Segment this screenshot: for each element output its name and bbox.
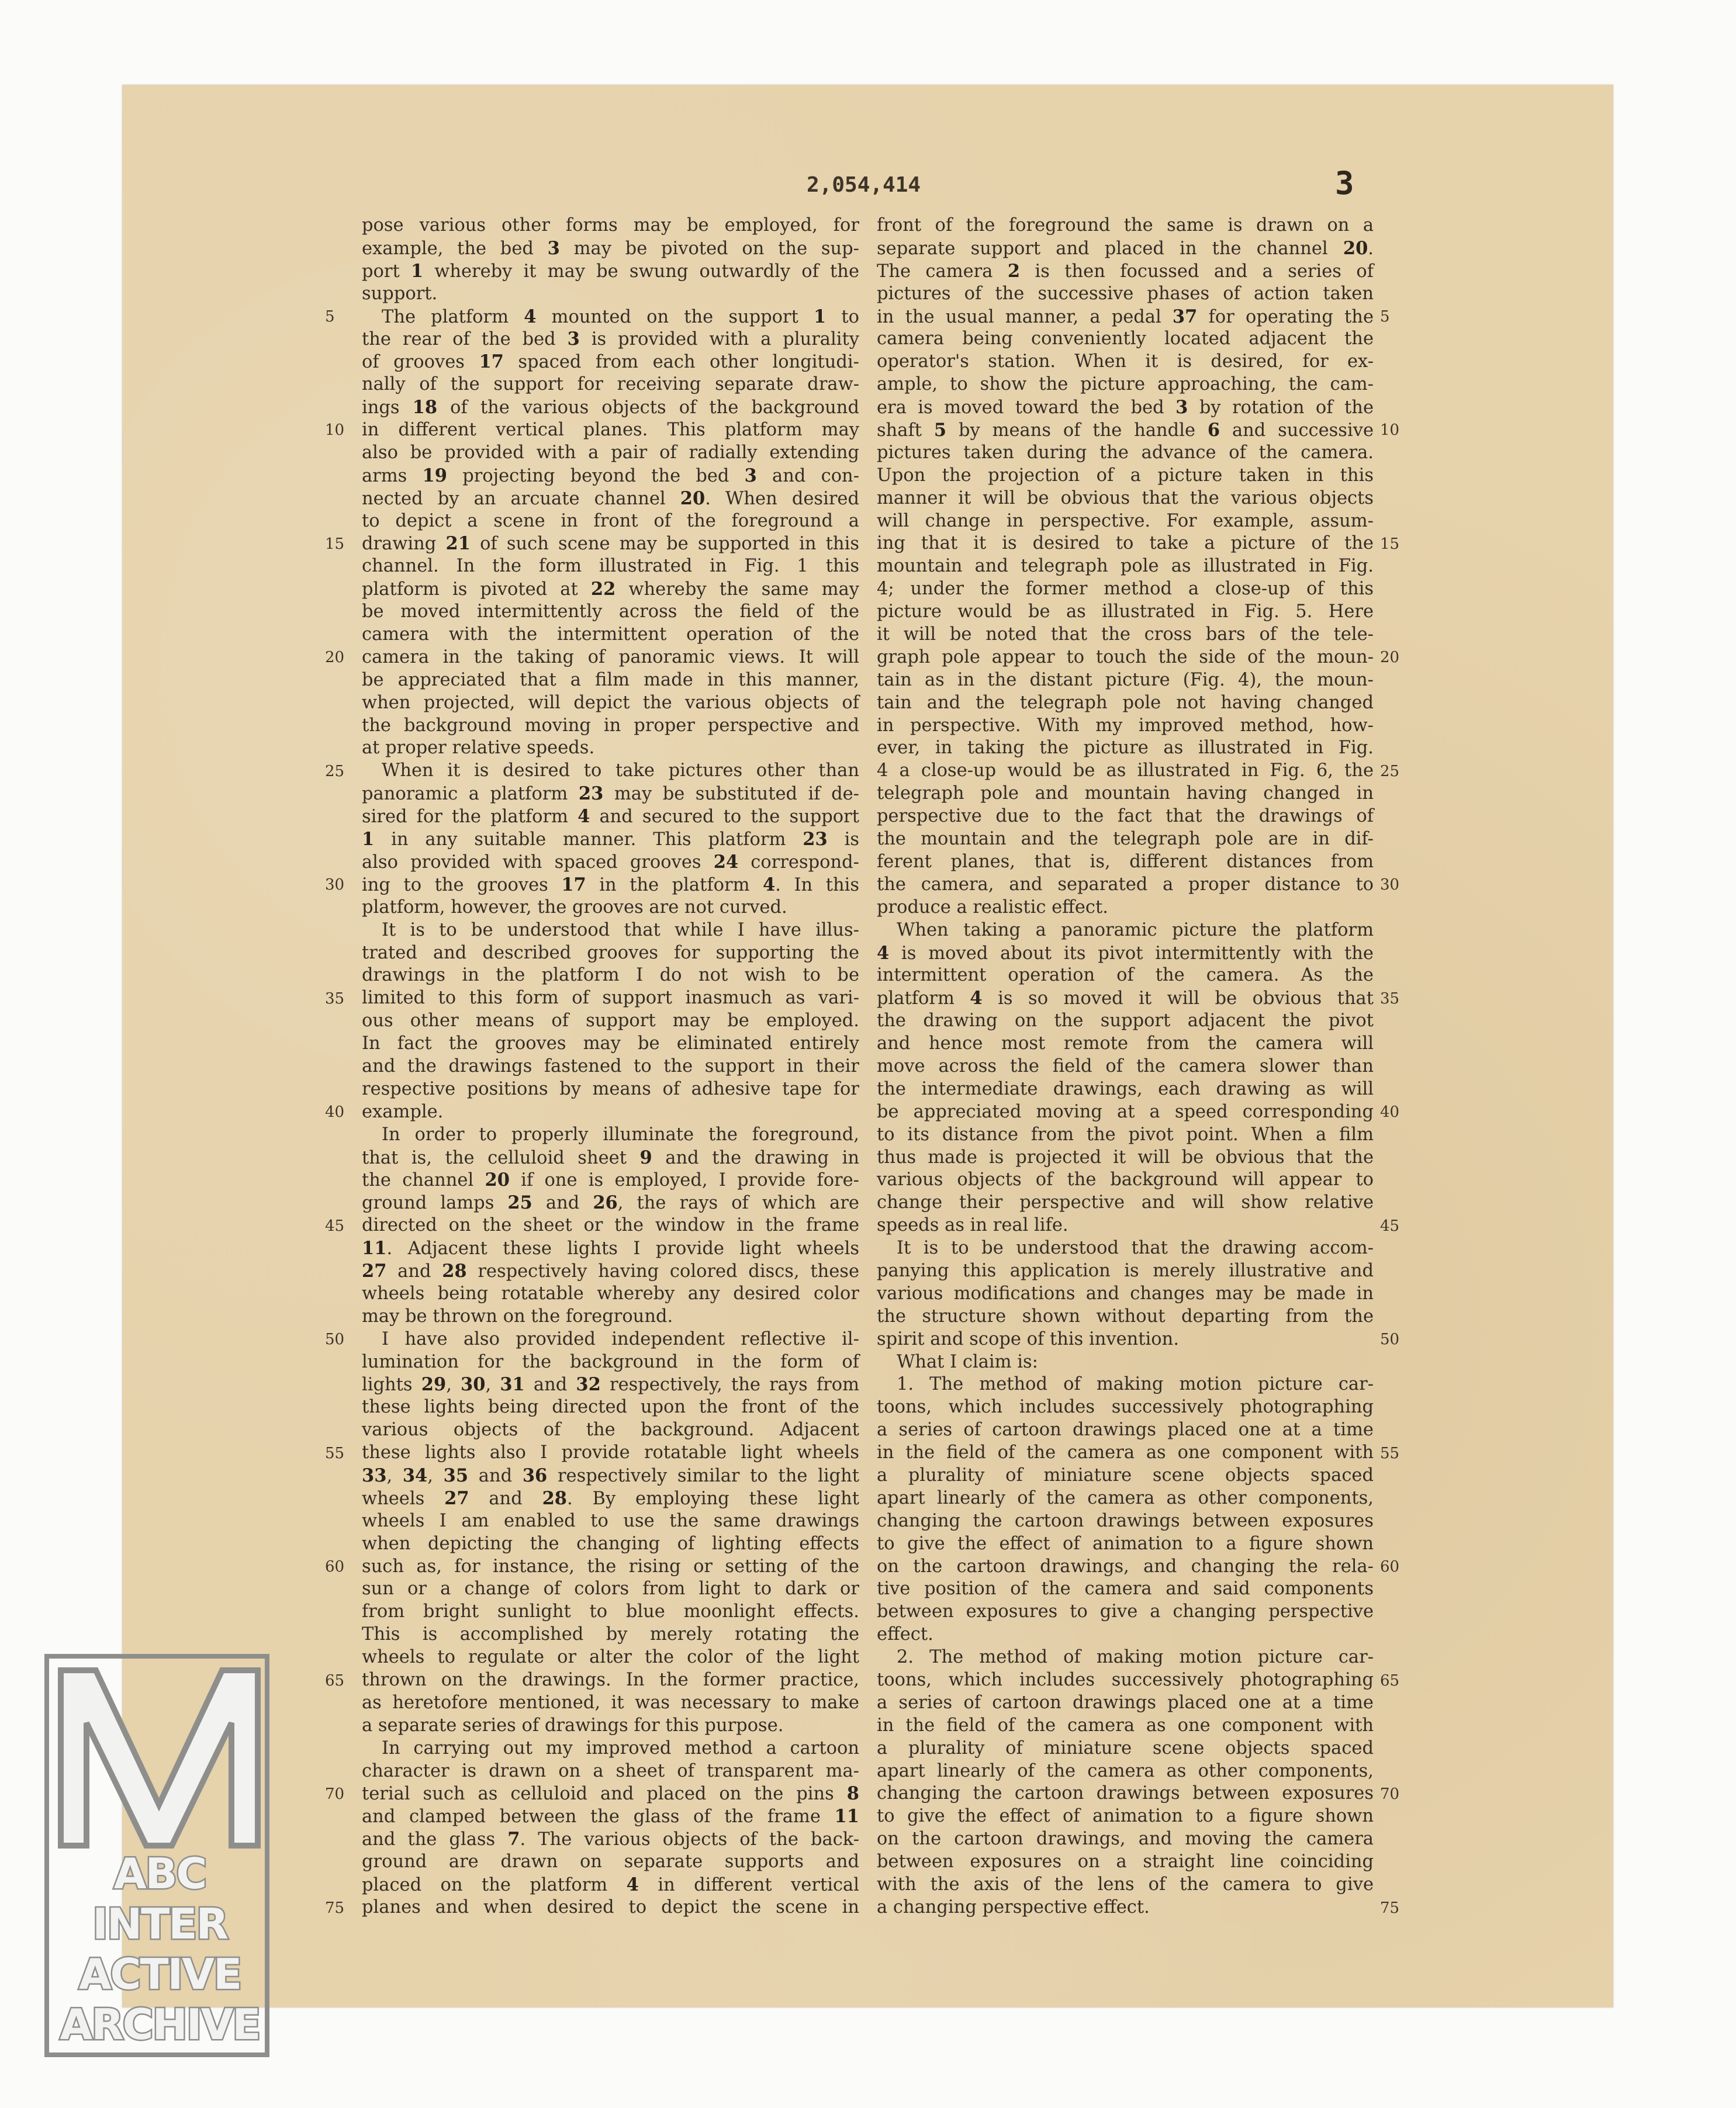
text-line: on the cartoon drawings, and changing the rela-: [877, 1556, 1374, 1577]
patent-number: 2,054,414: [807, 173, 921, 197]
text-line: of grooves 17 spaced from each other longitudi-: [362, 351, 859, 373]
logo-word-inter: INTER: [92, 1899, 227, 1948]
line-number: 25: [1380, 762, 1400, 780]
text-line: ground lamps 25 and 26, the rays of which are: [362, 1192, 859, 1214]
text-line: trated and described grooves for supporting the: [362, 942, 859, 963]
text-line: 4; under the former method a close-up of this: [877, 579, 1374, 600]
text-line: ground are drawn on separate supports and: [362, 1851, 859, 1872]
text-line: speeds as in real life.: [877, 1215, 1068, 1236]
text-line: be moved intermittently across the field of the: [362, 601, 859, 622]
text-line: to give the effect of animation to a figure shown: [877, 1533, 1374, 1554]
text-line: terial such as celluloid and placed on the pins 8: [362, 1783, 859, 1805]
text-line: from bright sunlight to blue moonlight effects.: [362, 1601, 859, 1622]
text-line: with the axis of the lens of the camera to give: [877, 1874, 1374, 1895]
text-line: changing the cartoon drawings between exposures: [877, 1783, 1374, 1804]
text-line: The camera 2 is then focussed and a series of: [877, 260, 1374, 282]
line-number: 15: [1380, 535, 1400, 553]
line-number: 75: [325, 1899, 345, 1917]
text-line: the structure shown without departing from the: [877, 1306, 1374, 1327]
text-line: the camera, and separated a proper distance to: [877, 874, 1374, 895]
line-number: 45: [325, 1217, 345, 1235]
line-number: 30: [325, 876, 345, 894]
text-line: operator's station. When it is desired, for ex-: [877, 351, 1374, 372]
text-line: be appreciated moving at a speed corresponding: [877, 1101, 1374, 1122]
text-line: separate support and placed in the channel 20.: [877, 237, 1374, 259]
text-line: at proper relative speeds.: [362, 738, 595, 759]
text-line: 1 in any suitable manner. This platform 23 is: [362, 829, 859, 850]
text-line: when depicting the changing of lighting effects: [362, 1533, 859, 1554]
text-line: support.: [362, 283, 438, 304]
text-line: will change in perspective. For example, assum-: [877, 510, 1374, 531]
line-number: 15: [325, 535, 345, 553]
text-line: apart linearly of the camera as other components,: [877, 1760, 1374, 1781]
text-line: and clamped between the glass of the frame 11: [362, 1806, 859, 1827]
text-line: example, the bed 3 may be pivoted on the sup-: [362, 237, 859, 259]
text-line: era is moved toward the bed 3 by rotation of the: [877, 397, 1374, 418]
logo-word-active: ACTIVE: [78, 1950, 241, 1999]
text-line: 11. Adjacent these lights I provide light wheels: [362, 1238, 859, 1259]
text-line: thrown on the drawings. In the former practice,: [362, 1670, 859, 1690]
text-line: when projected, will depict the various objects of: [362, 692, 859, 713]
text-line: mountain and telegraph pole as illustrated in Fig.: [877, 556, 1374, 577]
text-line: tain and the telegraph pole not having changed: [877, 692, 1374, 713]
text-line: may be thrown on the foreground.: [362, 1306, 673, 1327]
text-line: between exposures on a straight line coinciding: [877, 1851, 1374, 1872]
text-line: that is, the celluloid sheet 9 and the drawing in: [362, 1147, 859, 1168]
line-number: 55: [325, 1444, 345, 1462]
line-number: 75: [1380, 1899, 1400, 1917]
text-line: thus made is projected it will be obvious that the: [877, 1147, 1374, 1168]
text-line: the intermediate drawings, each drawing as will: [877, 1078, 1374, 1099]
text-line: I have also provided independent reflective il-: [382, 1328, 859, 1349]
text-line: ing that it is desired to take a picture of the: [877, 533, 1374, 554]
text-line: and hence most remote from the camera will: [877, 1033, 1374, 1054]
text-line: apart linearly of the camera as other components,: [877, 1487, 1374, 1508]
text-line: drawings in the platform I do not wish to be: [362, 965, 859, 986]
text-line: changing the cartoon drawings between exposures: [877, 1510, 1374, 1531]
text-line: various objects of the background. Adjacent: [362, 1420, 859, 1441]
text-line: various modifications and changes may be made in: [877, 1283, 1374, 1304]
text-line: sun or a change of colors from light to dark or: [362, 1579, 859, 1600]
text-line: nected by an arcuate channel 20. When desired: [362, 487, 859, 509]
text-line: and the drawings fastened to the support in their: [362, 1055, 859, 1077]
text-line: it will be noted that the cross bars of the tele-: [877, 624, 1374, 645]
line-number: 10: [1380, 421, 1400, 439]
text-line: When it is desired to take pictures other than: [382, 760, 859, 781]
line-number: 30: [1380, 876, 1400, 894]
text-line: a series of cartoon drawings placed one at a time: [877, 1420, 1374, 1441]
line-number: 70: [1380, 1785, 1400, 1804]
text-line: spirit and scope of this invention.: [877, 1328, 1180, 1349]
text-line: pictures of the successive phases of action taken: [877, 283, 1374, 304]
text-line: 1. The method of making motion picture car-: [897, 1374, 1374, 1395]
line-number: 45: [1380, 1217, 1400, 1235]
text-line: telegraph pole and mountain having changed in: [877, 783, 1374, 804]
line-number: 5: [1380, 307, 1390, 326]
text-line: 4 a close-up would be as illustrated in Fig. 6, the: [877, 760, 1374, 781]
left-text-column: [362, 214, 859, 1919]
text-line: panoramic a platform 23 may be substituted if de-: [362, 783, 859, 805]
line-number: 5: [325, 307, 335, 326]
text-line: tain as in the distant picture (Fig. 4), the moun-: [877, 669, 1374, 690]
text-line: respective positions by means of adhesive tape for: [362, 1078, 859, 1099]
text-line: on the cartoon drawings, and moving the camera: [877, 1829, 1374, 1850]
line-number: 60: [325, 1558, 345, 1576]
line-number: 35: [1380, 989, 1400, 1008]
text-line: 27 and 28 respectively having colored discs, these: [362, 1260, 859, 1282]
text-line: the mountain and the telegraph pole are in dif-: [877, 829, 1374, 850]
text-line: pictures taken during the advance of the camera.: [877, 442, 1374, 463]
text-line: The platform 4 mounted on the support 1 to: [382, 306, 859, 327]
text-line: camera in the taking of panoramic views. It will: [362, 646, 859, 667]
text-line: example.: [362, 1101, 444, 1122]
line-number: 50: [325, 1331, 345, 1349]
text-line: camera with the intermittent operation of the: [362, 624, 859, 645]
text-line: tive position of the camera and said components: [877, 1579, 1374, 1600]
text-line: When taking a panoramic picture the platform: [897, 919, 1374, 940]
text-line: lumination for the background in the form of: [362, 1351, 859, 1372]
text-line: toons, which includes successively photographing: [877, 1397, 1374, 1418]
text-line: ings 18 of the various objects of the background: [362, 397, 859, 418]
line-number: 35: [325, 989, 345, 1008]
line-number: 20: [1380, 649, 1400, 667]
text-line: pose various other forms may be employed, for: [362, 215, 859, 236]
text-line: It is to be understood that while I have illus-: [382, 919, 859, 940]
text-line: perspective due to the fact that the drawings of: [877, 806, 1374, 827]
text-line: nally of the support for receiving separate draw-: [362, 374, 859, 395]
text-line: various objects of the background will appear to: [877, 1169, 1374, 1190]
text-line: the drawing on the support adjacent the pivot: [877, 1010, 1374, 1031]
line-number: 65: [1380, 1671, 1400, 1690]
text-line: ous other means of support may be employed.: [362, 1010, 859, 1031]
text-line: lights 29, 30, 31 and 32 respectively, the rays from: [362, 1374, 860, 1396]
text-line: ever, in taking the picture as illustrated in Fig.: [877, 738, 1374, 759]
line-number: 50: [1380, 1331, 1400, 1349]
text-line: move across the field of the camera slower than: [877, 1055, 1374, 1077]
line-number: 10: [325, 421, 345, 439]
text-line: ing to the grooves 17 in the platform 4. In this: [362, 874, 859, 895]
text-line: toons, which includes successively photographing: [877, 1670, 1374, 1690]
text-line: What I claim is:: [897, 1351, 1038, 1372]
text-line: and the glass 7. The various objects of the back-: [362, 1829, 859, 1850]
text-line: a changing perspective effect.: [877, 1896, 1150, 1917]
text-line: channel. In the form illustrated in Fig. 1 this: [362, 556, 859, 577]
text-line: It is to be understood that the drawing accom-: [897, 1238, 1374, 1259]
text-line: manner it will be obvious that the various objects: [877, 487, 1374, 508]
text-line: In carrying out my improved method a cartoon: [382, 1737, 859, 1759]
text-line: also be provided with a pair of radially extending: [362, 442, 859, 463]
text-line: sired for the platform 4 and secured to the support: [362, 806, 859, 828]
text-line: intermittent operation of the camera. As the: [877, 965, 1374, 986]
right-text-column: [877, 214, 1374, 1919]
line-number: 55: [1380, 1444, 1400, 1462]
text-line: in perspective. With my improved method, how-: [877, 715, 1374, 736]
text-line: panying this application is merely illustrative and: [877, 1260, 1374, 1281]
line-number: 40: [1380, 1103, 1400, 1122]
line-number: 60: [1380, 1558, 1400, 1576]
text-line: the background moving in proper perspective and: [362, 715, 859, 736]
text-line: planes and when desired to depict the scene in: [362, 1896, 859, 1917]
text-line: drawing 21 of such scene may be supported in this: [362, 533, 859, 555]
text-line: platform, however, the grooves are not curved.: [362, 896, 787, 918]
text-line: to give the effect of animation to a figure shown: [877, 1806, 1374, 1827]
text-line: a series of cartoon drawings placed one at a time: [877, 1692, 1374, 1713]
text-line: port 1 whereby it may be swung outwardly of the: [362, 260, 860, 282]
logo-word-abc: ABC: [113, 1849, 206, 1898]
text-line: be appreciated that a film made in this manner,: [362, 669, 859, 690]
text-line: a plurality of miniature scene objects spaced: [877, 1737, 1374, 1759]
logo-m-glyph: [49, 1659, 269, 1851]
text-line: the rear of the bed 3 is provided with a plurality: [362, 328, 859, 350]
text-line: the channel 20 if one is employed, I provide fore-: [362, 1169, 859, 1191]
archive-logo: [41, 1650, 278, 2063]
logo-word-archive: ARCHIVE: [60, 2000, 260, 2049]
text-line: produce a realistic effect.: [877, 896, 1108, 918]
line-number: 40: [325, 1103, 345, 1122]
text-line: between exposures to give a changing perspective: [877, 1601, 1374, 1622]
text-line: camera being conveniently located adjacent the: [877, 328, 1374, 349]
text-line: as heretofore mentioned, it was necessary to make: [362, 1692, 859, 1713]
line-number: 65: [325, 1671, 345, 1690]
text-line: graph pole appear to touch the side of the moun-: [877, 646, 1374, 667]
text-line: placed on the platform 4 in different vertical: [362, 1874, 859, 1896]
text-line: platform 4 is so moved it will be obvious that: [877, 988, 1374, 1009]
text-line: front of the foreground the same is drawn on a: [877, 215, 1374, 236]
text-line: picture would be as illustrated in Fig. 5. Here: [877, 601, 1374, 622]
text-line: a plurality of miniature scene objects spaced: [877, 1465, 1374, 1486]
text-line: 4 is moved about its pivot intermittently with the: [877, 942, 1374, 964]
text-line: platform is pivoted at 22 whereby the same may: [362, 579, 859, 600]
page-number: 3: [1335, 165, 1354, 202]
text-line: in the field of the camera as one component with: [877, 1715, 1374, 1736]
text-line: effect.: [877, 1624, 933, 1645]
patent-page: [122, 85, 1613, 2007]
line-number: 25: [325, 762, 345, 780]
text-line: ample, to show the picture approaching, the cam-: [877, 374, 1374, 395]
text-line: wheels to regulate or alter the color of the light: [362, 1647, 859, 1668]
text-line: these lights also I provide rotatable light wheels: [362, 1442, 859, 1463]
text-line: wheels 27 and 28. By employing these light: [362, 1487, 860, 1509]
text-line: in different vertical planes. This platform may: [362, 420, 859, 441]
text-line: 2. The method of making motion picture car-: [897, 1647, 1374, 1668]
text-line: arms 19 projecting beyond the bed 3 and con-: [362, 465, 860, 486]
text-line: wheels being rotatable whereby any desired color: [362, 1283, 859, 1304]
line-number: 70: [325, 1785, 345, 1804]
text-line: to depict a scene in front of the foreground a: [362, 510, 859, 531]
text-line: shaft 5 by means of the handle 6 and successive: [877, 420, 1374, 441]
text-line: Upon the projection of a picture taken in this: [877, 465, 1374, 486]
text-line: change their perspective and will show relative: [877, 1192, 1374, 1213]
text-line: in the field of the camera as one component with: [877, 1442, 1374, 1463]
text-line: a separate series of drawings for this purpose.: [362, 1715, 784, 1736]
line-number: 20: [325, 649, 345, 667]
text-line: to its distance from the pivot point. When a film: [877, 1124, 1374, 1145]
text-line: such as, for instance, the rising or setting of the: [362, 1556, 859, 1577]
text-line: also provided with spaced grooves 24 correspond-: [362, 851, 859, 873]
text-line: In fact the grooves may be eliminated entirely: [362, 1033, 859, 1054]
text-line: 33, 34, 35 and 36 respectively similar to the light: [362, 1465, 859, 1486]
text-line: these lights being directed upon the front of the: [362, 1397, 859, 1418]
text-line: limited to this form of support inasmuch as vari-: [362, 988, 859, 1009]
text-line: wheels I am enabled to use the same drawings: [362, 1510, 859, 1531]
text-line: In order to properly illuminate the foreground,: [382, 1124, 859, 1145]
text-line: This is accomplished by merely rotating the: [362, 1624, 859, 1645]
text-line: character is drawn on a sheet of transparent ma-: [362, 1760, 859, 1781]
text-line: in the usual manner, a pedal 37 for operating the: [877, 306, 1374, 327]
text-line: directed on the sheet or the window in the frame: [362, 1215, 859, 1236]
text-line: ferent planes, that is, different distances from: [877, 851, 1374, 872]
